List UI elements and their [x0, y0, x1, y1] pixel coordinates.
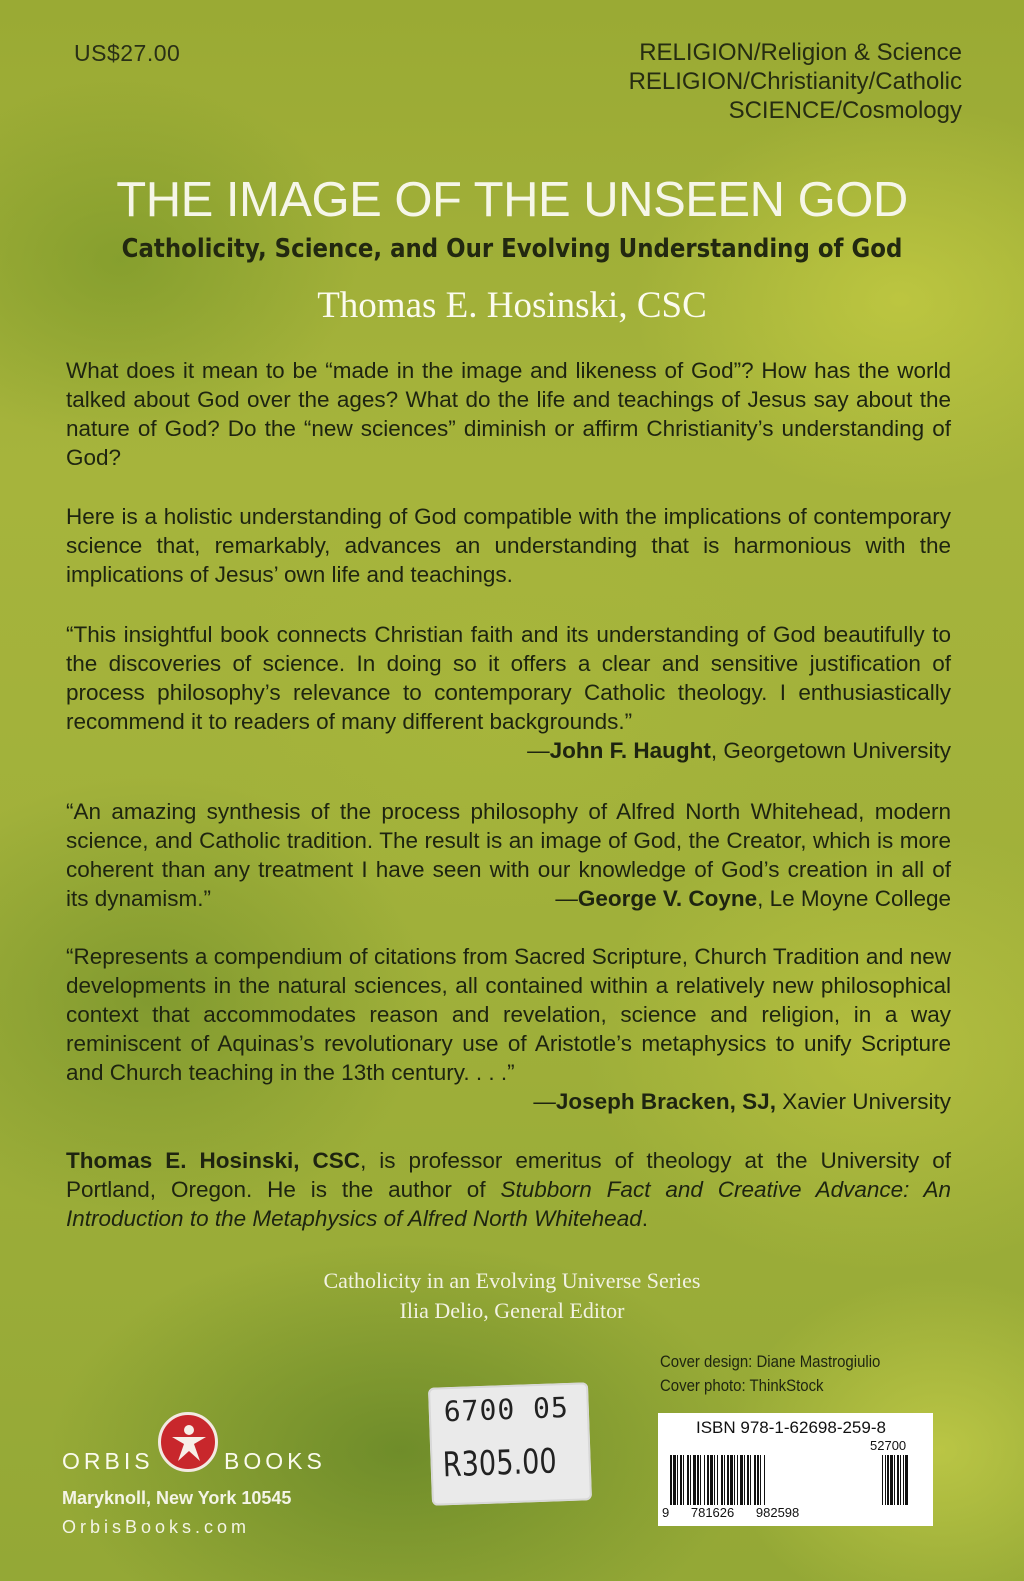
- book-author: Thomas E. Hosinski, CSC: [317, 285, 707, 326]
- barcode-bar: [894, 1455, 895, 1505]
- barcode-bar: [727, 1455, 729, 1505]
- attribution-dash: —: [527, 738, 550, 763]
- barcode-bar: [897, 1455, 899, 1505]
- endorser-affiliation: Xavier University: [775, 1089, 951, 1114]
- barcode-bar: [683, 1455, 684, 1505]
- endorser-name: Joseph Bracken, SJ,: [555, 1089, 776, 1114]
- barcode-bar: [677, 1455, 678, 1505]
- orbis-star-icon: [158, 1412, 218, 1472]
- series-name: Catholicity in an Evolving Universe Series: [323, 1268, 701, 1293]
- bio-end: .: [641, 1206, 648, 1231]
- barcode-bar: [721, 1455, 723, 1505]
- category-list: [629, 38, 962, 125]
- cover-credits: [660, 1350, 880, 1398]
- barcode-bar: [744, 1455, 745, 1505]
- author-bio: [66, 1146, 951, 1233]
- price-sticker: [428, 1382, 592, 1506]
- barcode-bar: [887, 1455, 889, 1505]
- barcode-bar: [717, 1455, 718, 1505]
- quote-attribution: [66, 736, 951, 765]
- barcode-bar: [740, 1455, 743, 1505]
- barcode-bar: [882, 1455, 883, 1505]
- barcode-bar: [764, 1455, 765, 1505]
- barcode-bar: [673, 1455, 676, 1505]
- series-editor: Ilia Delio, General Editor: [399, 1298, 625, 1323]
- barcode-bar: [885, 1455, 886, 1505]
- barcode-bar: [737, 1455, 738, 1505]
- bio-text: , is professor emeritus of theology at the University of Portland, Oregon. He is the author of: [66, 1148, 952, 1202]
- quote-attribution: [555, 884, 951, 913]
- category: SCIENCE/Cosmology: [728, 97, 962, 124]
- endorser-name: John F. Haught: [549, 738, 711, 763]
- quote-text: “Represents a compendium of citations from Sacred Scripture, Church Tradition and new developments in the natural sciences, all contained within a relatively new philosophical context that accommodates reason and revelation, science and religion, in a way reminiscent of Aquinas’s revolutionary use of Aristotle’s metaphysics to unify Scripture and Church teaching in the 13th century. . . .”: [66, 944, 951, 1085]
- barcode-bar: [697, 1455, 699, 1505]
- bio-book-title: Stubborn Fact and Creative Advance: An Introduction to the Metaphysics of Alfred North Whitehead: [66, 1177, 951, 1231]
- barcode-digit-group: 781626: [690, 1505, 735, 1520]
- barcode-bar: [750, 1455, 751, 1505]
- barcode-bar: [890, 1455, 893, 1505]
- endorsement-quote: [66, 942, 951, 1116]
- book-subtitle: Catholicity, Science, and Our Evolving Understanding of God: [121, 234, 903, 264]
- barcode-bar: [724, 1455, 725, 1505]
- barcode-bar: [704, 1455, 705, 1505]
- barcode-bar: [747, 1455, 749, 1505]
- summary-paragraph: Here is a holistic understanding of God compatible with the implications of contemporary science that, remarkably, advances an understanding that is harmonious with the implications of Jesus’ own life and teachings.: [66, 504, 951, 587]
- barcode-bar: [700, 1455, 701, 1505]
- barcode-bar: [754, 1455, 756, 1505]
- barcode-digit-group: 9: [662, 1505, 670, 1520]
- endorser-name: George V. Coyne: [577, 886, 758, 911]
- barcode-addon: 52700: [870, 1438, 907, 1453]
- barcode-bar: [730, 1455, 733, 1505]
- barcode-bar: [707, 1455, 709, 1505]
- publisher-url: OrbisBooks.com: [62, 1517, 251, 1537]
- series-info: [0, 1266, 1024, 1326]
- endorsement-quote: [66, 620, 951, 765]
- barcode-bar: [900, 1455, 901, 1505]
- barcode-bar: [714, 1455, 715, 1505]
- bio-author-name: Thomas E. Hosinski, CSC: [66, 1148, 361, 1173]
- price: US$27.00: [74, 40, 181, 66]
- intro-paragraph: What does it mean to be “made in the image and likeness of God”? How has the world talked about God over the ages? What do the life and teachings of Jesus say about the nature of God? Do the “new sciences” diminish or affirm Christianity’s understanding of God?: [66, 358, 951, 470]
- barcode-bar: [710, 1455, 713, 1505]
- book-title: THE IMAGE OF THE UNSEEN GOD: [116, 173, 908, 227]
- isbn-text: ISBN 978-1-62698-259-8: [696, 1418, 886, 1437]
- barcode-bar: [760, 1455, 761, 1505]
- barcode-bar: [734, 1455, 735, 1505]
- endorsement-quote: [66, 797, 951, 913]
- barcode-digit-group: 982598: [755, 1505, 800, 1520]
- barcode-bars: [670, 1455, 922, 1505]
- publisher-block: [62, 1410, 327, 1538]
- cover-design-credit: Cover design: Diane Mastrogiulio: [660, 1352, 881, 1371]
- quote-attribution: [66, 1087, 951, 1116]
- cover-photo-credit: Cover photo: ThinkStock: [660, 1376, 824, 1395]
- barcode-bar: [690, 1455, 691, 1505]
- attribution-dash: —: [555, 886, 578, 911]
- barcode-digits: [662, 1505, 817, 1520]
- quote-text: “An amazing synthesis of the process philosophy of Alfred North Whitehead, modern science, and Catholic tradition. The result is an image of God, the Creator, which is more coherent than any treatment I have seen with our knowledge of God’s creation in all of its dynamism.”: [66, 799, 951, 911]
- barcode-bar: [757, 1455, 759, 1505]
- barcode-bar: [680, 1455, 682, 1505]
- barcode-bar: [693, 1455, 696, 1505]
- endorser-affiliation: , Le Moyne College: [757, 886, 951, 911]
- barcode-bar: [687, 1455, 689, 1505]
- attribution-dash: —: [533, 1089, 556, 1114]
- barcode: [658, 1413, 933, 1526]
- publisher-address: Maryknoll, New York 10545: [62, 1488, 292, 1508]
- barcode-bar: [670, 1455, 672, 1505]
- sticker-price: R305.00: [442, 1441, 558, 1486]
- publisher-books: BOOKS: [224, 1448, 326, 1474]
- category: RELIGION/Christianity/Catholic: [628, 68, 962, 95]
- sticker-code: 6700 05: [443, 1390, 570, 1429]
- endorser-affiliation: , Georgetown University: [710, 738, 951, 763]
- barcode-bar: [905, 1455, 908, 1505]
- quote-text: “This insightful book connects Christian faith and its understanding of God beautifully to the discoveries of science. In doing so it offers a clear and sensitive justification of process philosophy’s relevance to contemporary Catholic theology. I enthusiastically recommend it to readers of many different backgrounds.”: [66, 622, 951, 734]
- category: RELIGION/Religion & Science: [639, 39, 962, 66]
- barcode-bar: [903, 1455, 904, 1505]
- publisher-orbis: ORBIS: [62, 1448, 154, 1474]
- publisher-logo: [62, 1410, 327, 1480]
